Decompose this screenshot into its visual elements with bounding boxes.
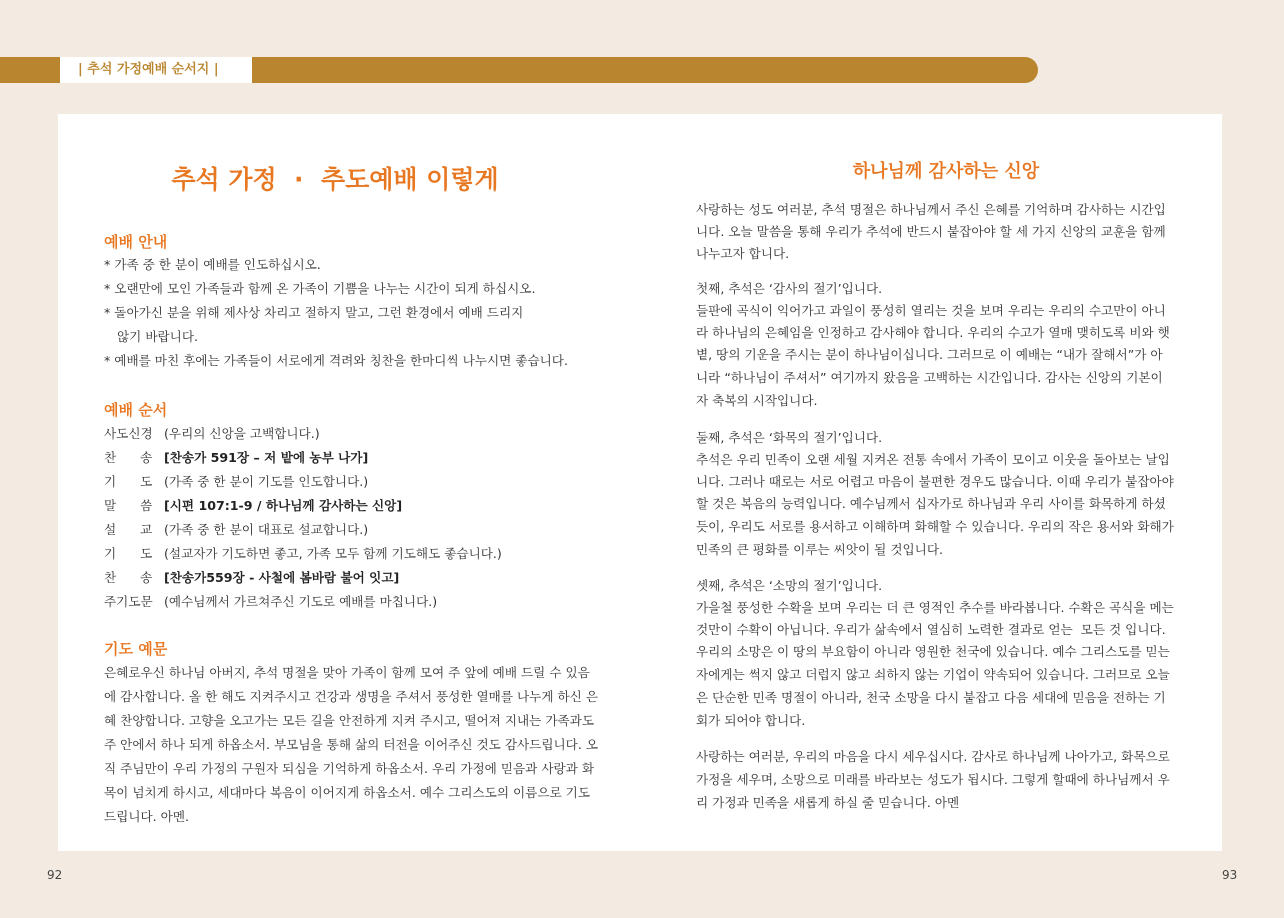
sermon-line: 자에게는 썩지 않고 더럽지 않고 쇠하지 않는 기업이 약속되어 있습니다. 그러므로 오늘 — [696, 667, 1170, 682]
sermon-line: 할 것은 복음의 능력입니다. 예수님께서 십자가로 하나님과 우리 사이를 화목하게 하셨 — [696, 496, 1166, 511]
sermon-line: 나누고자 합니다. — [696, 246, 790, 261]
order-item — [104, 422, 320, 446]
order-item-text: [찬송가559장 - 사철에 봄바람 불어 잇고] — [164, 570, 400, 585]
order-item-label: 주기도문 — [104, 594, 153, 609]
sermon-line: 니라 “하나님이 주셔서” 여기까지 왔음을 고백하는 시간입니다. 감사는 신앙의 기본이 — [696, 370, 1163, 385]
guide-line: * 가족 중 한 분이 예배를 인도하십시오. — [104, 257, 321, 272]
sermon-line: 셋째, 추석은 ‘소망의 절기’입니다. — [696, 578, 883, 593]
prayer-line: 직 주님만이 우리 가정의 구원자 되심을 기억하게 하옵소서. 우리 가정에 믿음과 사랑과 화 — [104, 761, 595, 776]
sermon-line: 것만이 수확이 아닙니다. 우리가 삶속에서 열심히 노력한 결과로 얻는 모든 것 입니다. — [696, 622, 1166, 637]
order-item-label: 기 도 — [104, 474, 153, 489]
sermon-line: 라 하나님의 은혜임을 인정하고 감사해야 합니다. 우리의 수고가 열매 맺히도록 비와 햇 — [696, 325, 1170, 340]
prayer-line: 혜 찬양합니다. 고향을 오고가는 모든 길을 안전하게 지켜 주시고, 떨어져 지내는 가족과도 — [104, 713, 595, 728]
prayer-line: 에 감사합니다. 올 한 해도 지켜주시고 건강과 생명을 주셔서 풍성한 열매를 나누게 하신 은 — [104, 689, 599, 704]
sermon-line: 은 단순한 민족 명절이 아니라, 천국 소망을 다시 붙잡고 다음 세대에 믿음을 전하는 기 — [696, 690, 1166, 705]
prayer-line: 은혜로우신 하나님 아버지, 추석 명절을 맞아 가족이 함께 모여 주 앞에 예배 드릴 수 있음 — [104, 665, 590, 680]
order-item — [104, 566, 399, 590]
sermon-line: 가정을 세우며, 소망으로 미래를 바라보는 성도가 됩시다. 그렇게 할때에 하나님께서 우 — [696, 772, 1170, 787]
order-item — [104, 518, 368, 542]
guide-line: * 예배를 마친 후에는 가족들이 서로에게 격려와 칭찬을 한마디씩 나누시면 좋습니다. — [104, 353, 568, 368]
sermon-line: 자 축복의 시작입니다. — [696, 393, 818, 408]
guide-line: * 오랜만에 모인 가족들과 함께 온 가족이 기쁨을 나누는 시간이 되게 하십시오. — [104, 281, 536, 296]
order-item-label: 말 씀 — [104, 498, 153, 513]
guide-line: 않기 바랍니다. — [117, 329, 198, 344]
sermon-line: 리 가정과 민족을 새롭게 하실 줄 믿습니다. 아멘 — [696, 795, 960, 810]
sermon-title: 하나님께 감사하는 신앙 — [852, 161, 1040, 182]
order-item-text: (가족 중 한 분이 대표로 설교합니다.) — [164, 522, 369, 537]
sermon-line: 회가 되어야 합니다. — [696, 713, 806, 728]
sermon-line: 듯이, 우리도 서로를 용서하고 이해하며 화해할 수 있습니다. 우리의 작은 용서와 화해가 — [696, 519, 1174, 534]
order-item-label: 기 도 — [104, 546, 153, 561]
sermon-line: 첫째, 추석은 ‘감사의 절기’입니다. — [696, 281, 883, 296]
order-item — [104, 590, 437, 614]
sermon-line: 추석은 우리 민족이 오랜 세월 지켜온 전통 속에서 가족이 모이고 이웃을 돌아보는 날입 — [696, 452, 1170, 467]
sermon-line: 사랑하는 여러분, 우리의 마음을 다시 세우십시다. 감사로 하나님께 나아가고, 화목으로 — [696, 749, 1170, 764]
page-title: 추석 가정 · 추도예배 이렇게 — [171, 165, 499, 194]
prayer-line: 주 안에서 하나 되게 하옵소서. 부모님을 통해 삶의 터전을 이어주신 것도 감사드립니다. 오 — [104, 737, 599, 752]
order-item-text: (우리의 신앙을 고백합니다.) — [164, 426, 320, 441]
prayer-line: 드립니다. 아멘. — [104, 809, 190, 824]
order-item — [104, 446, 368, 470]
order-item-text: (가족 중 한 분이 기도를 인도합니다.) — [164, 474, 369, 489]
prayer-line: 목이 넘치게 하시고, 세대마다 복음이 이어지게 하옵소서. 예수 그리스도의 이름으로 기도 — [104, 785, 590, 800]
sermon-line: 우리의 소망은 이 땅의 부요함이 아니라 영원한 천국에 있습니다. 예수 그리스도를 믿는 — [696, 644, 1170, 659]
order-item-text: (설교자가 기도하면 좋고, 가족 모두 함께 기도해도 좋습니다.) — [164, 546, 502, 561]
sermon-line: 들판에 곡식이 익어가고 과일이 풍성히 열리는 것을 보며 우리는 우리의 수고만이 아니 — [696, 303, 1166, 318]
sermon-line: 민족의 큰 평화를 이루는 씨앗이 될 것입니다. — [696, 542, 944, 557]
guide-heading: 예배 안내 — [104, 233, 168, 251]
sermon-line: 니다. 오늘 말씀을 통해 우리가 추석에 반드시 붙잡아야 할 세 가지 신앙의 교훈을 함께 — [696, 224, 1166, 239]
order-item-text: [찬송가 591장 – 저 밭에 농부 나가] — [164, 450, 369, 465]
order-item-label: 설 교 — [104, 522, 153, 537]
order-item-label: 사도신경 — [104, 426, 153, 441]
order-item-label: 찬 송 — [104, 450, 153, 465]
order-heading: 예배 순서 — [104, 401, 168, 419]
prayer-heading: 기도 예문 — [104, 640, 168, 658]
order-item-label: 찬 송 — [104, 570, 153, 585]
order-item — [104, 470, 368, 494]
sermon-line: 사랑하는 성도 여러분, 추석 명절은 하나님께서 주신 은혜를 기억하며 감사하는 시간입 — [696, 202, 1166, 217]
order-item-text: [시편 107:1-9 / 하나님께 감사하는 신앙] — [164, 498, 403, 513]
order-item — [104, 542, 502, 566]
guide-line: * 돌아가신 분을 위해 제사상 차리고 절하지 말고, 그런 환경에서 예배 드리지 — [104, 305, 524, 320]
sermon-line: 둘째, 추석은 ‘화목의 절기’입니다. — [696, 430, 883, 445]
page-number-left: 92 — [47, 868, 63, 882]
page-number-right: 93 — [1222, 868, 1238, 882]
sermon-line: 볕, 땅의 기운을 주시는 분이 하나님이십니다. 그러므로 이 예배는 “내가 잘해서”가 아 — [696, 347, 1163, 362]
sermon-line: 가을철 풍성한 수확을 보며 우리는 더 큰 영적인 추수를 바라봅니다. 수확은 곡식을 메는 — [696, 600, 1174, 615]
order-item-text: (예수님께서 가르쳐주신 기도로 예배를 마칩니다.) — [164, 594, 438, 609]
header-label: | 추석 가정예배 순서지 | — [60, 57, 252, 83]
order-item — [104, 494, 402, 518]
sermon-line: 니다. 그러나 때로는 서로 어렵고 마음이 불편한 경우도 많습니다. 이때 우리가 붙잡아야 — [696, 474, 1174, 489]
